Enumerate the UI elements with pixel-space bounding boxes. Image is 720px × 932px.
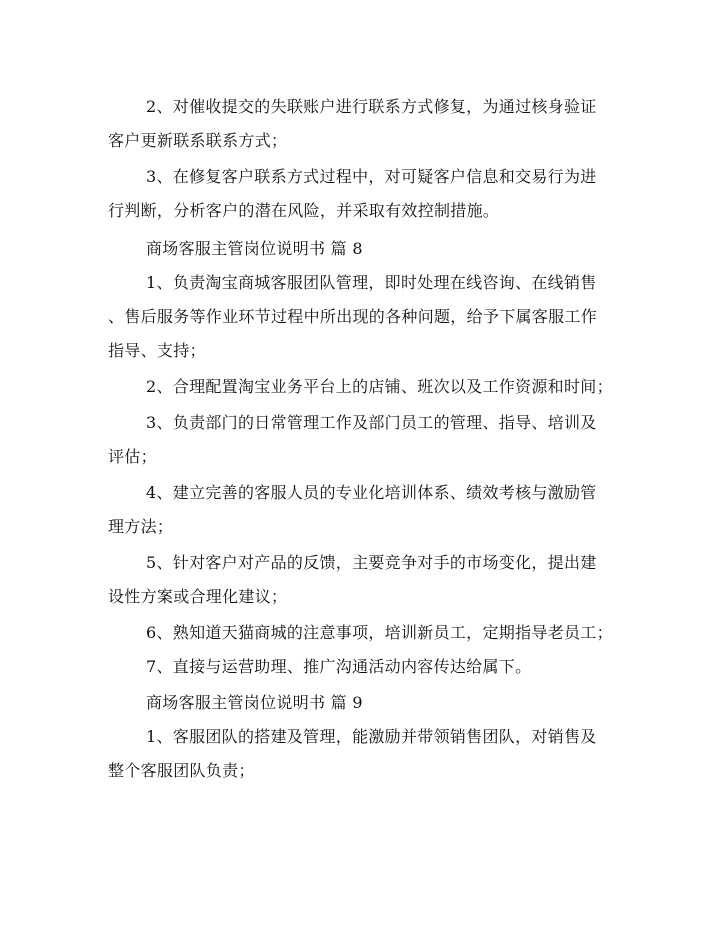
paragraph-2 xyxy=(108,160,608,228)
text-line: 6、熟知道天猫商城的注意事项，培训新员工，定期指导老员工； xyxy=(146,623,613,642)
text-line: 、售后服务等作业环节过程中所出现的各种问题，给予下属客服工作 xyxy=(108,307,598,326)
paragraph-9 xyxy=(108,650,608,684)
text-line: 客户更新联系联系方式； xyxy=(108,131,288,150)
text-line: 7、直接与运营助理、推广沟通活动内容传达给属下。 xyxy=(146,657,532,676)
text-line: 评估； xyxy=(108,447,157,466)
text-line: 设性方案或合理化建议； xyxy=(108,587,288,606)
paragraph-10 xyxy=(108,720,608,788)
paragraph-3 xyxy=(108,266,608,368)
text-line: 1、客服团队的搭建及管理，能激励并带领销售团队，对销售及 xyxy=(146,727,597,746)
paragraph-1 xyxy=(108,90,608,158)
text-line: 行判断，分析客户的潜在风险，并采取有效控制措施。 xyxy=(108,201,500,220)
paragraph-7 xyxy=(108,546,608,614)
text-line: 2、对催收提交的失联账户进行联系方式修复，为通过核身验证 xyxy=(146,97,597,116)
text-line: 指导、支持； xyxy=(108,341,206,360)
section-heading-text: 商场客服主管岗位说明书 篇 8 xyxy=(146,239,363,258)
text-line: 5、针对客户对产品的反馈，主要竞争对手的市场变化，提出建 xyxy=(146,553,597,572)
text-line: 1、负责淘宝商城客服团队管理，即时处理在线咨询、在线销售 xyxy=(146,273,597,292)
paragraph-8 xyxy=(108,616,613,650)
section-heading-text: 商场客服主管岗位说明书 篇 9 xyxy=(146,693,363,712)
paragraph-5 xyxy=(108,406,608,474)
text-line: 整个客服团队负责； xyxy=(108,761,255,780)
section-heading-8 xyxy=(108,232,608,266)
text-line: 理方法； xyxy=(108,517,174,536)
paragraph-6 xyxy=(108,476,608,544)
text-line: 3、负责部门的日常管理工作及部门员工的管理、指导、培训及 xyxy=(146,413,597,432)
section-heading-9 xyxy=(108,686,608,720)
text-line: 3、在修复客户联系方式过程中，对可疑客户信息和交易行为进 xyxy=(146,167,597,186)
paragraph-4 xyxy=(108,370,613,404)
text-line: 2、合理配置淘宝业务平台上的店铺、班次以及工作资源和时间； xyxy=(146,377,613,396)
text-line: 4、建立完善的客服人员的专业化培训体系、绩效考核与激励管 xyxy=(146,483,597,502)
